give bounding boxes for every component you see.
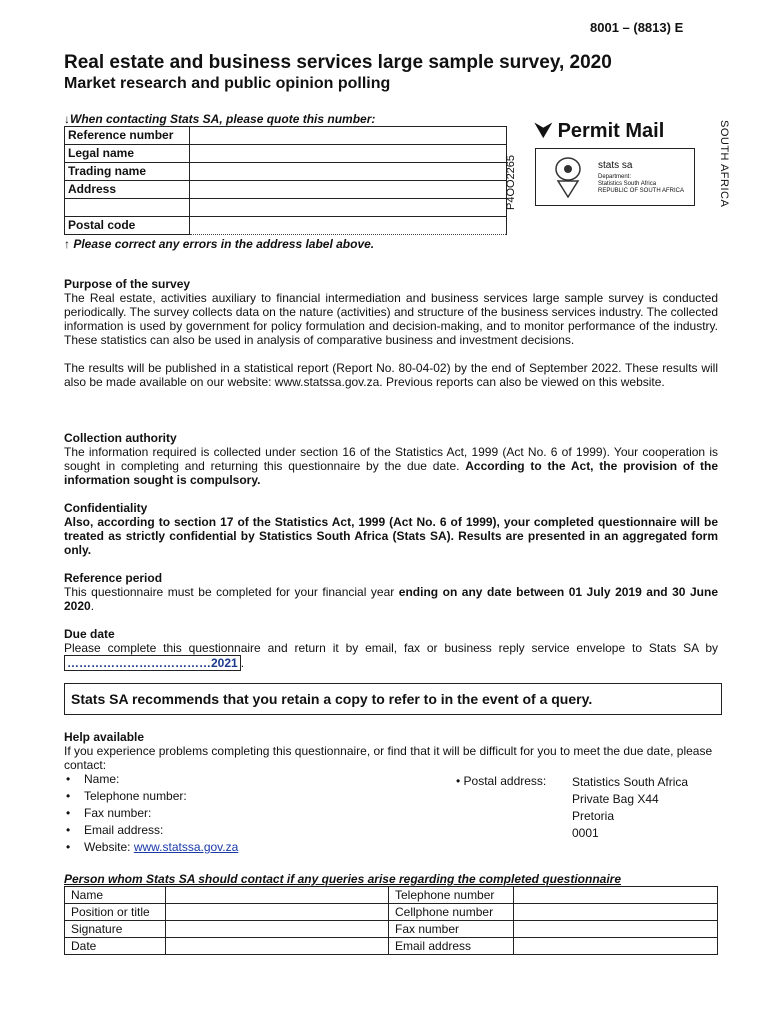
purpose-text: The Real estate, activities auxiliary to financial intermediation and business services large sample survey is conducted periodically. The survey collects data on the nature (activities) and structure of the business services industry. The collected information is used by government for policy formulation and decision-making, and to monitor performance of the industry. These statistics can also be used in analysis of comparative business and investment decisions. — [64, 291, 718, 347]
cellphone-number-field[interactable] — [514, 904, 718, 921]
address-row — [65, 145, 507, 163]
address-row — [65, 127, 507, 145]
email-address-field[interactable] — [514, 938, 718, 955]
due-date-body: Please complete this questionnaire and return it by email, fax or business reply service envelope to Stats SA by — [64, 641, 718, 655]
reference-period-body: This questionnaire must be completed for your financial year — [64, 585, 399, 599]
purpose-section — [64, 277, 718, 389]
quote-number-note: ↓When contacting Stats SA, please quote this number: — [64, 112, 376, 126]
postal-address — [572, 774, 688, 842]
list-item: • Fax number: — [64, 805, 238, 822]
reference-period-section — [64, 571, 718, 613]
stats-sa-name: stats sa — [598, 160, 633, 171]
legal-name-field[interactable] — [190, 145, 507, 163]
table-row — [65, 938, 718, 955]
due-date-section — [64, 627, 718, 671]
correct-errors-note: ↑ Please correct any errors in the address label above. — [64, 237, 375, 251]
permit-code: P4OO2265 — [505, 154, 517, 210]
address-field-line-2[interactable] — [190, 199, 507, 217]
field-label: Telephone number — [389, 887, 514, 904]
page-subtitle: Market research and public opinion polling — [64, 75, 391, 92]
fax-number-field[interactable] — [514, 921, 718, 938]
help-text: If you experience problems completing this questionnaire, or find that it will be difficult for you to meet the due date, please contact: — [64, 744, 713, 772]
field-label: Trading name — [65, 163, 190, 181]
results-text: The results will be published in a statistical report (Report No. 80-04-02) by the end of September 2022. These results will also be made available on our website: www.statssa.gov.za. Previous reports can also be viewed on this website. — [64, 361, 718, 389]
address-row — [65, 163, 507, 181]
due-date-field[interactable]: ………………………………2021 — [64, 655, 241, 671]
list-item: • Name: — [64, 771, 238, 788]
address-row — [65, 217, 507, 235]
postal-line: Pretoria — [572, 809, 615, 823]
contact-person-note: Person whom Stats SA should contact if any queries arise regarding the completed questionnaire — [64, 872, 622, 886]
field-label: Legal name — [65, 145, 190, 163]
collection-text — [64, 445, 718, 487]
help-heading: Help available — [64, 730, 145, 744]
list-item: • Telephone number: — [64, 788, 238, 805]
telephone-number-field[interactable] — [514, 887, 718, 904]
form-code: 8001 – (8813) E — [590, 20, 684, 35]
list-item — [64, 839, 238, 856]
field-label: Cellphone number — [389, 904, 514, 921]
postal-line: Statistics South Africa — [572, 775, 689, 789]
permit-arrow-icon: ⮟ — [535, 120, 552, 142]
field-label: Signature — [65, 921, 166, 938]
due-date-end: . — [240, 656, 245, 670]
address-row — [65, 181, 507, 199]
page-title: Real estate and business services large sample survey, 2020 — [64, 52, 612, 73]
help-contact-list — [64, 771, 238, 856]
address-row — [65, 199, 507, 217]
website-link[interactable]: www.statssa.gov.za — [133, 840, 239, 854]
field-label: Email address — [389, 938, 514, 955]
contact-person-table — [64, 886, 718, 955]
table-row — [65, 904, 718, 921]
permit-mail-logo — [535, 120, 664, 143]
reference-period-text — [64, 585, 718, 613]
field-label: Reference number — [65, 127, 190, 145]
stats-sa-department: Department: Statistics South Africa REPUBLIC OF SOUTH AFRICA — [598, 174, 685, 194]
collection-compulsory: According to the Act, the provision of the information sought is compulsory. — [64, 459, 719, 487]
coat-of-arms-icon — [548, 153, 588, 199]
trading-name-field[interactable] — [190, 163, 507, 181]
address-table — [64, 126, 507, 235]
retain-copy-notice: Stats SA recommends that you retain a copy to refer to in the event of a query. — [64, 683, 722, 715]
due-date-heading: Due date — [64, 627, 115, 641]
confidentiality-section — [64, 501, 718, 557]
postal-address-label: • Postal address: — [456, 774, 547, 788]
postal-line: Private Bag X44 — [572, 792, 659, 806]
address-field-line-1[interactable] — [190, 181, 507, 199]
date-field[interactable] — [166, 938, 389, 955]
reference-period-heading: Reference period — [64, 571, 163, 585]
list-item: • Email address: — [64, 822, 238, 839]
due-date-text — [64, 641, 718, 671]
field-label: Postal code — [65, 217, 190, 235]
position-field[interactable] — [166, 904, 389, 921]
country-label: SOUTH AFRICA — [718, 120, 730, 208]
table-row — [65, 887, 718, 904]
collection-heading: Collection authority — [64, 431, 177, 445]
collection-section — [64, 431, 718, 487]
confidentiality-text: Also, according to section 17 of the Statistics Act, 1999 (Act No. 6 of 1999), your completed questionnaire will be treated as strictly confidential by Statistics South Africa (Stats SA). Results are presented in an aggregated form only. — [64, 515, 718, 557]
field-label — [65, 199, 190, 217]
field-label: Date — [65, 938, 166, 955]
collection-body: The information required is collected under section 16 of the Statistics Act, 1999 (Act No. 6 of 1999). Your cooperation is sought in completing and returning this questionnaire by the due date. — [64, 445, 718, 473]
table-row — [65, 921, 718, 938]
field-label: Address — [65, 181, 190, 199]
confidentiality-heading: Confidentiality — [64, 501, 148, 515]
purpose-heading: Purpose of the survey — [64, 277, 191, 291]
postal-code-field[interactable] — [190, 217, 507, 235]
field-label: Position or title — [65, 904, 166, 921]
help-section — [64, 730, 718, 772]
reference-period-dates: ending on any date between 01 July 2019 and 30 June 2020 — [64, 585, 719, 613]
reference-period-end: . — [90, 599, 95, 613]
field-label: Fax number — [389, 921, 514, 938]
reference-number-field[interactable] — [190, 127, 507, 145]
postal-line: 0001 — [572, 826, 599, 840]
field-label: Name — [65, 887, 166, 904]
website-label: Website: — [84, 840, 134, 854]
signature-field[interactable] — [166, 921, 389, 938]
permit-brand-text: Permit Mail — [557, 120, 665, 142]
contact-name-field[interactable] — [166, 887, 389, 904]
